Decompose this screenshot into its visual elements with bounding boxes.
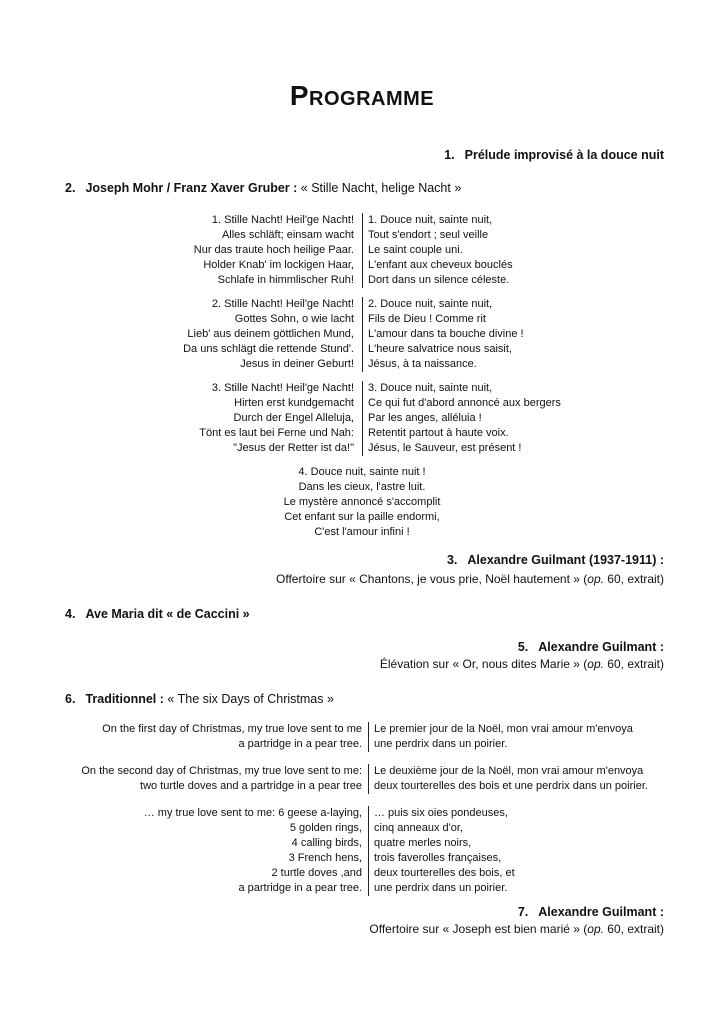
verse-line: 2. Douce nuit, sainte nuit, xyxy=(368,298,493,310)
verse-line: On the first day of Christmas, my true love sent to me xyxy=(102,723,362,735)
verse-line: quatre merles noirs, xyxy=(374,837,472,849)
verse-german xyxy=(194,213,354,288)
verse-line: deux tourterelles des bois, et xyxy=(374,867,515,879)
verse-line: … my true love sent to me: 6 geese a-laying, xyxy=(143,807,362,819)
item-composer: Alexandre Guilmant : xyxy=(538,640,664,654)
verse-line: 3. Douce nuit, sainte nuit, xyxy=(368,382,493,394)
item-number: 6. xyxy=(65,692,76,706)
verse-line: Tout s'endort ; seul veille xyxy=(368,229,489,241)
verse-line: Durch der Engel Alleluja, xyxy=(233,412,354,424)
detail-text: 60, extrait) xyxy=(603,922,664,936)
verse-line: C'est l'amour infini ! xyxy=(314,526,410,538)
detail-text: 60, extrait) xyxy=(603,657,664,671)
verse-french xyxy=(362,297,524,372)
programme-item-5 xyxy=(518,640,664,654)
verse-line: deux tourterelles des bois et une perdrix dans un poirier. xyxy=(374,780,648,792)
verse-line: Jésus, le Sauveur, est présent ! xyxy=(368,442,522,454)
detail-text: Élévation sur « Or, nous dites Marie » ( xyxy=(379,657,588,671)
verse-line: two turtle doves and a partridge in a pear tree xyxy=(140,780,362,792)
programme-item-4 xyxy=(65,607,250,621)
verse-line: L'enfant aux cheveux bouclés xyxy=(368,259,513,271)
verse-line: Gottes Sohn, o wie lacht xyxy=(234,313,354,325)
verse-line: L'amour dans ta bouche divine ! xyxy=(368,328,524,340)
item-title: Ave Maria dit « de Caccini » xyxy=(85,607,250,621)
programme-item-6 xyxy=(65,692,334,706)
verse-line: une perdrix dans un poirier. xyxy=(374,738,508,750)
item-7-detail xyxy=(369,922,664,936)
verse-line: Ce qui fut d'abord annoncé aux bergers xyxy=(368,397,561,409)
verse-line: 3. Stille Nacht! Heil'ge Nacht! xyxy=(211,382,354,394)
verse-line: Le deuxième jour de la Noël, mon vrai amour m'envoya xyxy=(374,765,644,777)
verse-english xyxy=(144,806,362,896)
programme-item-7 xyxy=(518,905,664,919)
item-number: 7. xyxy=(517,905,529,919)
verse-line: une perdrix dans un poirier. xyxy=(374,882,508,894)
verse-line: Hirten erst kundgemacht xyxy=(234,397,354,409)
verse-line: Le premier jour de la Noël, mon vrai amour m'envoya xyxy=(374,723,633,735)
item-5-detail xyxy=(380,657,664,671)
verse-line: 4 calling birds, xyxy=(291,837,362,849)
item-number: 4. xyxy=(65,607,76,621)
verse-line: Fils de Dieu ! Comme rit xyxy=(368,313,486,325)
verse-line: Par les anges, alléluia ! xyxy=(368,412,482,424)
detail-text: Offertoire sur « Chantons, je vous prie, Noël hautement » ( xyxy=(276,572,588,586)
verse-line: 1. Douce nuit, sainte nuit, xyxy=(368,214,493,226)
verse-english xyxy=(81,764,362,794)
verse-line: 3 French hens, xyxy=(288,852,362,864)
page-title: Programme xyxy=(289,80,435,111)
detail-text: Offertoire sur « Joseph est bien marié » ( xyxy=(369,922,588,936)
item-number: 3. xyxy=(446,553,458,567)
verse-line: "Jesus der Retter ist da!" xyxy=(233,442,354,454)
detail-opus: op. xyxy=(587,572,604,586)
verse-line: Alles schläft; einsam wacht xyxy=(221,229,354,241)
item-number: 1. xyxy=(444,148,455,162)
verse-english xyxy=(102,722,362,752)
verse-french xyxy=(368,764,648,794)
verse-french xyxy=(368,722,633,752)
programme-item-2 xyxy=(65,181,461,195)
detail-opus: op. xyxy=(587,657,604,671)
verse-line: 2 turtle doves ,and xyxy=(271,867,362,879)
verse-line: Dans les cieux, l'astre luit. xyxy=(298,481,426,493)
item-composer: Traditionnel : xyxy=(85,692,164,706)
verse-german xyxy=(183,297,354,372)
verse-line: 1. Stille Nacht! Heil'ge Nacht! xyxy=(211,214,354,226)
item-title: « The six Days of Christmas » xyxy=(167,692,334,706)
verse-line: Cet enfant sur la paille endormi, xyxy=(284,511,440,523)
verse-line: L'heure salvatrice nous saisit, xyxy=(368,343,512,355)
verse-line: Da uns schlägt die rettende Stund'. xyxy=(183,343,354,355)
verse-line: Nur das traute hoch heilige Paar. xyxy=(193,244,354,256)
verse-line: 4. Douce nuit, sainte nuit ! xyxy=(298,466,426,478)
item-composer: Joseph Mohr / Franz Xaver Gruber : xyxy=(85,181,298,195)
verse-line: trois faverolles françaises, xyxy=(374,852,502,864)
verse-line: Le mystère annoncé s'accomplit xyxy=(283,496,441,508)
verse-line: Jésus, à ta naissance. xyxy=(368,358,477,370)
item-composer: Alexandre Guilmant : xyxy=(538,905,664,919)
verse-line: Dort dans un silence céleste. xyxy=(368,274,510,286)
verse-french xyxy=(368,806,515,896)
verse-line: Lieb' aus deinem göttlichen Mund, xyxy=(187,328,354,340)
verse-line: Tönt es laut bei Ferne und Nah: xyxy=(199,427,354,439)
verse-german xyxy=(199,381,354,456)
item-composer: Alexandre Guilmant (1937-1911) : xyxy=(467,553,664,567)
verse-line: Retentit partout à haute voix. xyxy=(368,427,509,439)
programme-item-3 xyxy=(447,553,664,567)
verse-line: a partridge in a pear tree. xyxy=(238,738,362,750)
verse-french xyxy=(362,213,513,288)
detail-opus: op. xyxy=(587,922,604,936)
verse-line: Le saint couple uni. xyxy=(368,244,463,256)
item-title: « Stille Nacht, helige Nacht » xyxy=(300,181,462,195)
verse-line: Jesus in deiner Geburt! xyxy=(240,358,354,370)
verse-line: 5 golden rings, xyxy=(289,822,362,834)
stille-nacht-verse-4 xyxy=(0,465,724,540)
verse-line: a partridge in a pear tree. xyxy=(238,882,362,894)
verse-line: 2. Stille Nacht! Heil'ge Nacht! xyxy=(211,298,354,310)
verse-line: Schlafe in himmlischer Ruh! xyxy=(217,274,354,286)
item-number: 2. xyxy=(65,181,76,195)
item-title: Prélude improvisé à la douce nuit xyxy=(464,148,664,162)
verse-line: On the second day of Christmas, my true love sent to me: xyxy=(81,765,362,777)
detail-text: 60, extrait) xyxy=(603,572,664,586)
verse-french xyxy=(362,381,561,456)
verse-line: cinq anneaux d'or, xyxy=(374,822,463,834)
verse-line: Holder Knab' im lockigen Haar, xyxy=(203,259,354,271)
verse-line: … puis six oies pondeuses, xyxy=(374,807,508,819)
item-3-detail xyxy=(276,572,664,586)
item-number: 5. xyxy=(517,640,529,654)
programme-item-1 xyxy=(444,148,664,162)
